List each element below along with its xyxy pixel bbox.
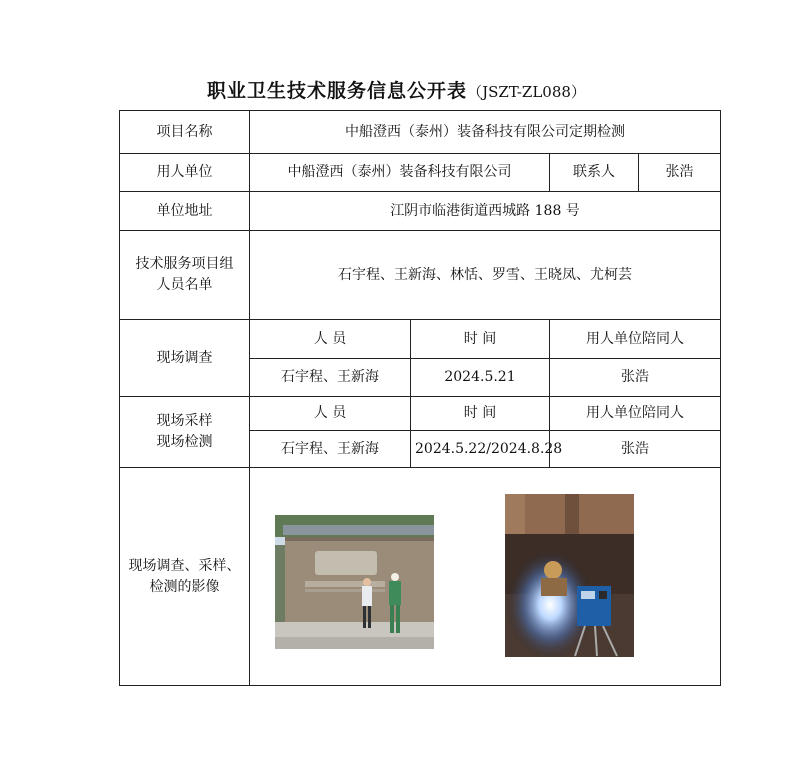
photo-area bbox=[250, 469, 720, 685]
field-sampling-photo bbox=[505, 494, 634, 657]
team-row bbox=[120, 231, 721, 320]
contact-label: 联系人 bbox=[550, 154, 639, 192]
sampling-escort: 张浩 bbox=[550, 431, 721, 468]
site-survey-photo-image bbox=[275, 515, 434, 649]
address-label: 单位地址 bbox=[120, 192, 250, 231]
site-survey-photo bbox=[275, 515, 434, 649]
survey-col-escort: 用人单位陪同人 bbox=[550, 320, 721, 359]
sampling-header-row bbox=[120, 397, 721, 431]
form-code: （JSZT-ZL088） bbox=[467, 83, 586, 101]
survey-header-row bbox=[120, 320, 721, 359]
address-row bbox=[120, 192, 721, 231]
images-label-line2: 检测的影像 bbox=[149, 578, 220, 595]
survey-personnel: 石宇程、王新海 bbox=[250, 359, 411, 397]
project-label: 项目名称 bbox=[120, 111, 250, 154]
sampling-label-line2: 现场检测 bbox=[156, 434, 213, 450]
project-row bbox=[120, 111, 721, 154]
employer-value: 中船澄西（泰州）装备科技有限公司 bbox=[250, 154, 550, 192]
sampling-label-line1: 现场采样 bbox=[156, 413, 213, 429]
images-label bbox=[120, 468, 250, 686]
sampling-col-time: 时 间 bbox=[411, 397, 550, 431]
team-label bbox=[120, 231, 250, 320]
images-cell bbox=[250, 468, 721, 686]
sampling-time: 2024.5.22/2024.8.28 bbox=[411, 431, 550, 468]
field-sampling-photo-image bbox=[505, 494, 634, 657]
sampling-label bbox=[120, 397, 250, 468]
sampling-personnel: 石宇程、王新海 bbox=[250, 431, 411, 468]
survey-escort: 张浩 bbox=[550, 359, 721, 397]
page-title bbox=[0, 76, 793, 103]
sampling-col-escort: 用人单位陪同人 bbox=[550, 397, 721, 431]
team-label-line1: 技术服务项目组 bbox=[135, 256, 234, 272]
survey-col-time: 时 间 bbox=[411, 320, 550, 359]
team-label-line2: 人员名单 bbox=[156, 277, 213, 293]
contact-value: 张浩 bbox=[639, 154, 721, 192]
survey-label: 现场调查 bbox=[120, 320, 250, 397]
survey-time: 2024.5.21 bbox=[411, 359, 550, 397]
address-value: 江阴市临港街道西城路 188 号 bbox=[250, 192, 721, 231]
project-value: 中船澄西（泰州）装备科技有限公司定期检测 bbox=[250, 111, 721, 154]
images-label-line1: 现场调查、采样、 bbox=[128, 557, 241, 574]
employer-row bbox=[120, 154, 721, 192]
disclosure-table bbox=[119, 110, 721, 686]
sampling-col-personnel: 人 员 bbox=[250, 397, 411, 431]
images-row bbox=[120, 468, 721, 686]
title-text: 职业卫生技术服务信息公开表 bbox=[207, 80, 468, 102]
team-value: 石宇程、王新海、林恬、罗雪、王晓凤、尤柯芸 bbox=[250, 231, 721, 320]
employer-label: 用人单位 bbox=[120, 154, 250, 192]
survey-col-personnel: 人 员 bbox=[250, 320, 411, 359]
